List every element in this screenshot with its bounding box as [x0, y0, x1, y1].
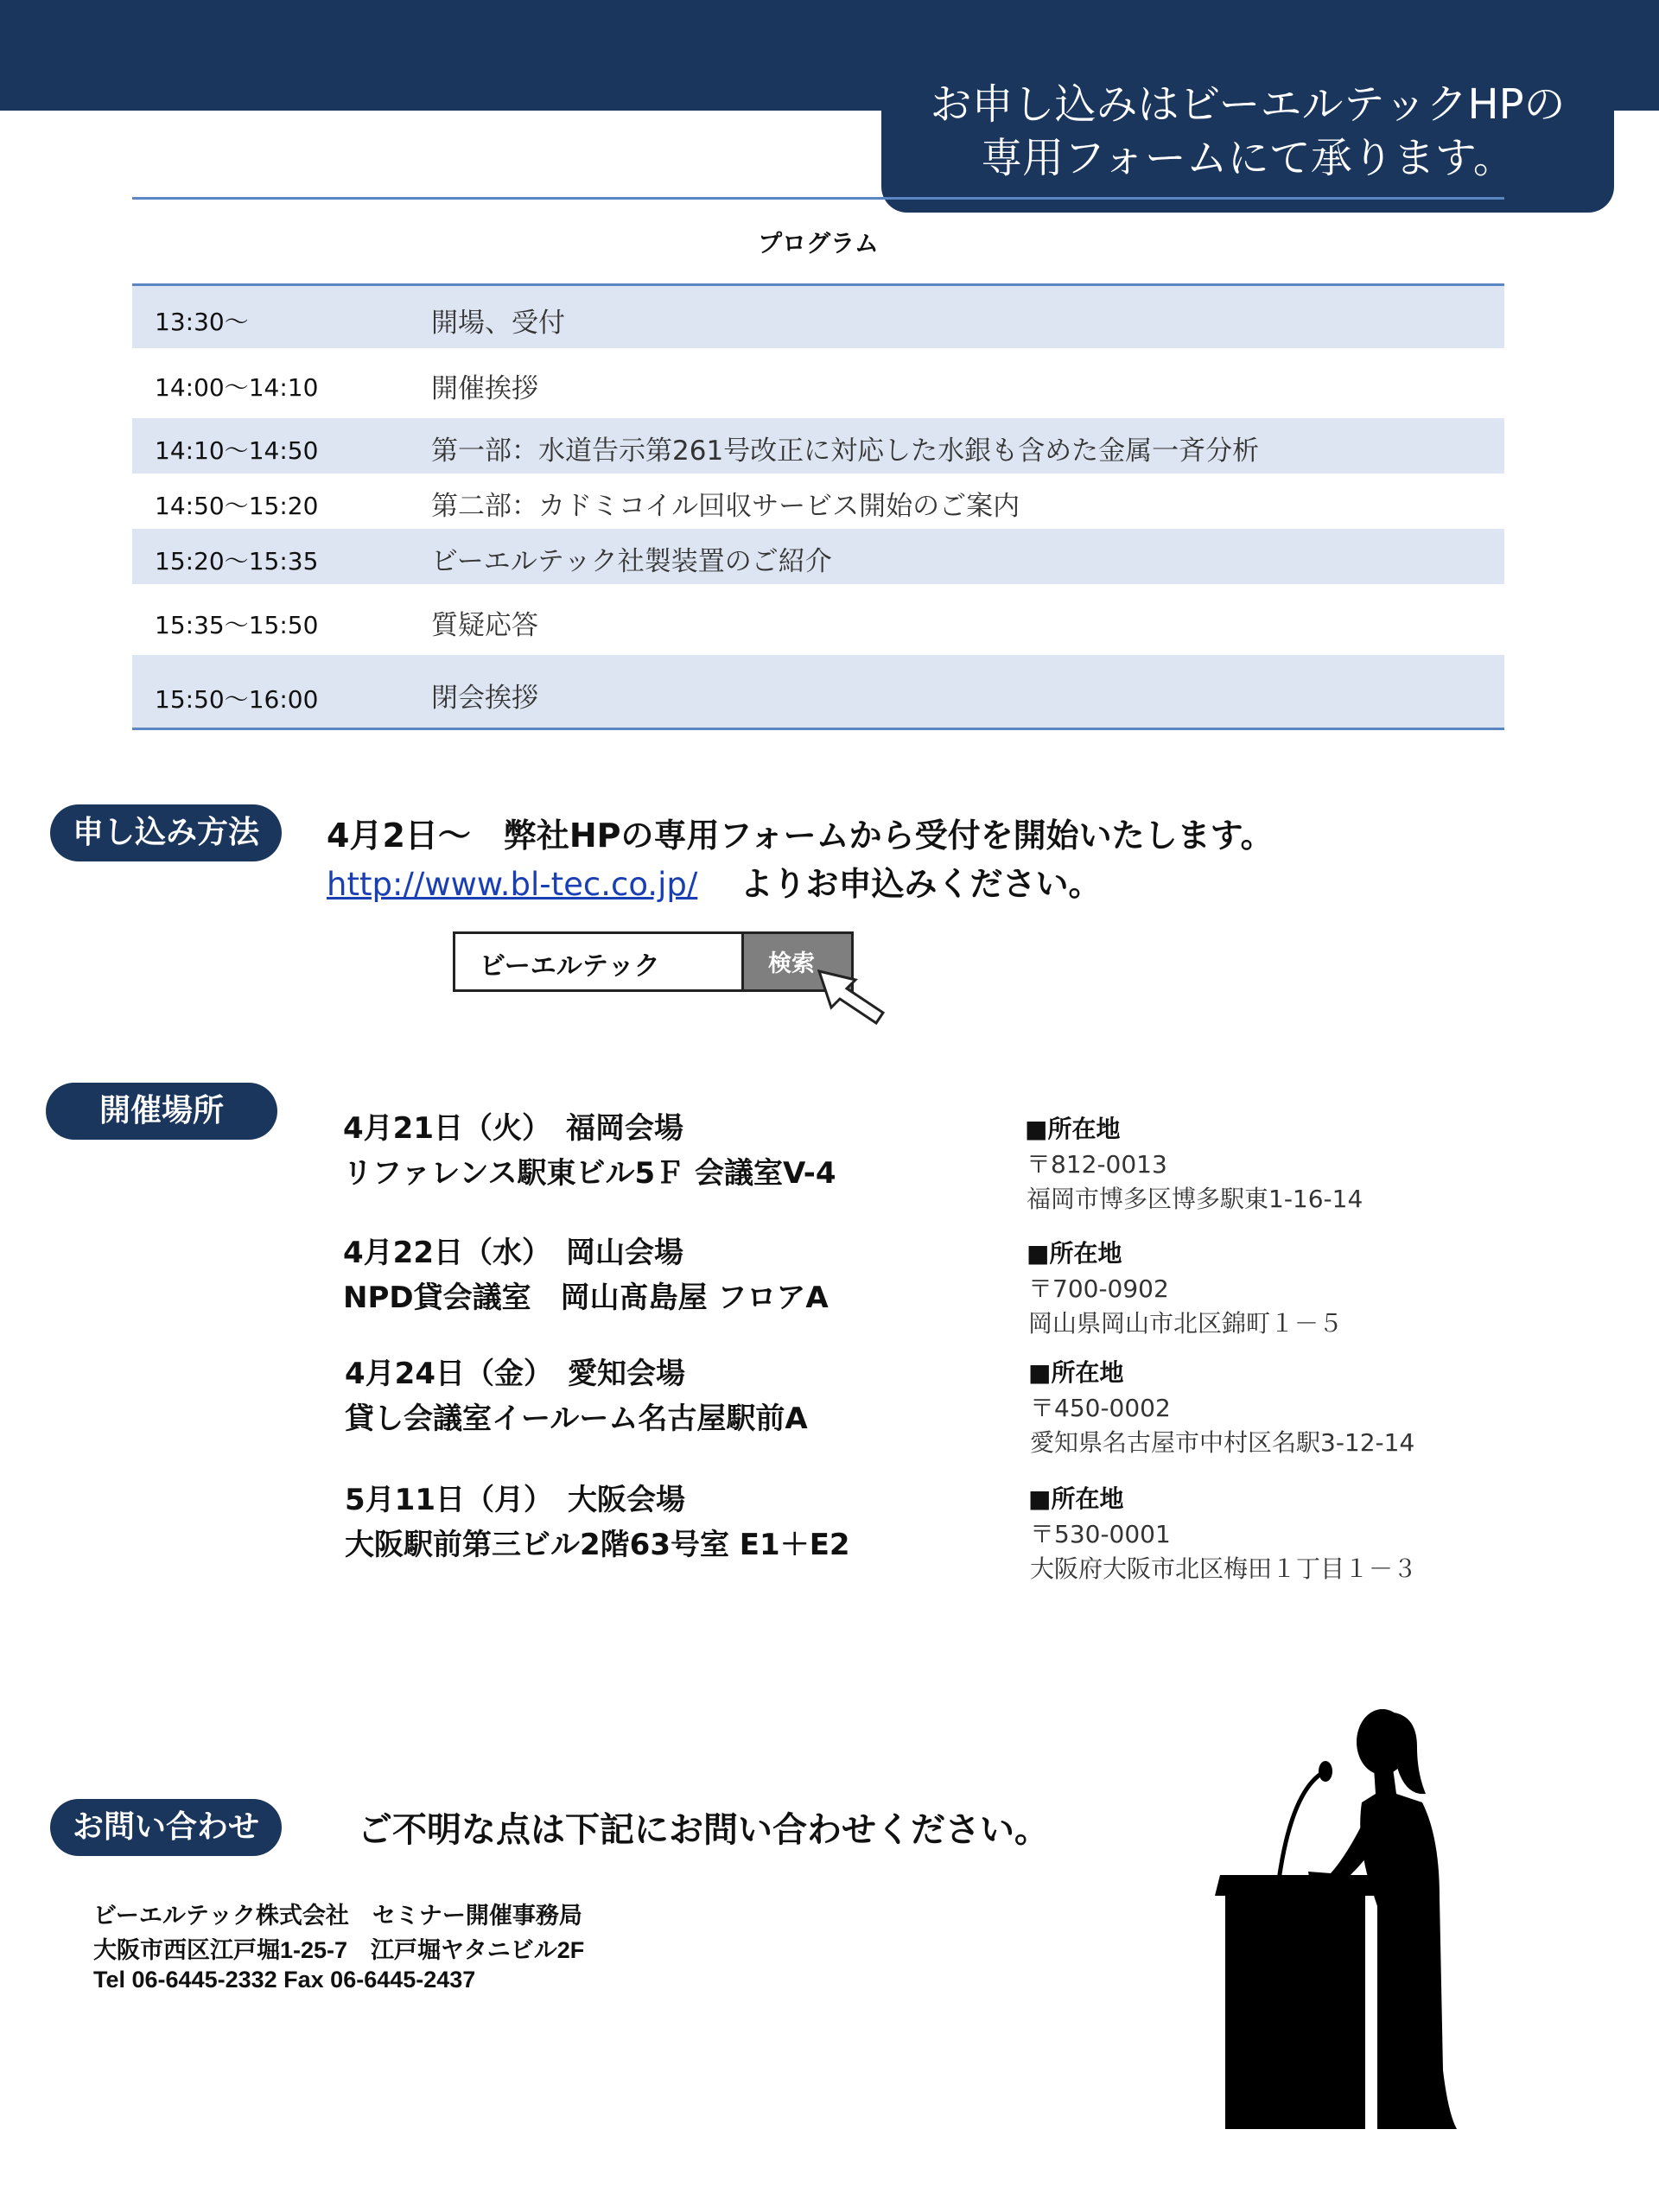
banner-line-1: お申し込みはビーエルテックHPの [930, 80, 1566, 129]
apply-url-suffix: よりお申込みください。 [740, 865, 1102, 903]
program-row [132, 418, 1504, 474]
program-time: 15:50〜16:00 [155, 685, 319, 714]
banner-line-2: 専用フォームにて承ります。 [981, 134, 1515, 182]
program-desc: ビーエルテック社製装置のご紹介 [431, 546, 832, 577]
cursor-arrow-icon [816, 968, 888, 1030]
program-top-rule [132, 197, 1504, 200]
venue-place: 貸し会議室イールーム名古屋駅前A [345, 1402, 808, 1436]
program-table [132, 283, 1504, 730]
program-desc: 第一部：水道告示第261号改正に対応した水銀も含めた金属一斉分析 [431, 435, 1260, 467]
apply-start-text: 4月2日〜 弊社HPの専用フォームから受付を開始いたします。 [327, 817, 1274, 855]
program-time: 14:10〜14:50 [155, 436, 319, 465]
program-row [132, 474, 1504, 529]
search-input-text: ビーエルテック [480, 951, 660, 982]
company-phone-fax: Tel 06-6445-2332 Fax 06-6445-2437 [93, 1967, 476, 1993]
company-address: 大阪市西区江戸堀1-25-7 江戸堀ヤタニビル2F [93, 1937, 585, 1963]
company-url-link[interactable]: http://www.bl-tec.co.jp/ [327, 866, 698, 903]
address-heading: ■所在地 [1028, 1358, 1124, 1387]
application-banner [881, 0, 1614, 213]
address-heading: ■所在地 [1027, 1239, 1122, 1268]
program-row [132, 655, 1504, 728]
venue-date: 4月21日（火） 福岡会場 [343, 1111, 683, 1146]
venue-date: 5月11日（月） 大阪会場 [345, 1483, 685, 1517]
venue-date: 4月24日（金） 愛知会場 [345, 1357, 685, 1391]
venue-address: 福岡市博多区博多駅東1-16-14 [1027, 1185, 1363, 1213]
program-row [132, 286, 1504, 348]
address-heading: ■所在地 [1028, 1484, 1124, 1513]
address-heading: ■所在地 [1025, 1115, 1121, 1143]
program-row [132, 584, 1504, 655]
search-button-label: 検索 [768, 950, 815, 977]
apply-url-line [327, 857, 1102, 905]
venue-address: 愛知県名古屋市中村区名駅3-12-14 [1030, 1428, 1415, 1457]
program-time: 14:50〜15:20 [155, 492, 319, 520]
apply-method-label: 申し込み方法 [50, 804, 282, 861]
venue-address: 岡山県岡山市北区錦町１－５ [1028, 1309, 1344, 1338]
contact-label: お問い合わせ [50, 1799, 282, 1856]
program-desc: 開催挨拶 [431, 373, 538, 404]
venue-zip: 〒812-0013 [1027, 1150, 1167, 1179]
program-time: 14:00〜14:10 [155, 373, 319, 402]
speaker-silhouette-icon [1118, 1664, 1585, 2136]
venue-zip: 〒700-0902 [1028, 1274, 1169, 1303]
venue-zip: 〒530-0001 [1030, 1520, 1171, 1548]
program-time: 15:20〜15:35 [155, 547, 319, 575]
program-time: 15:35〜15:50 [155, 611, 319, 639]
program-desc: 質疑応答 [431, 610, 538, 641]
venue-place: リファレンス駅東ビル5Ｆ 会議室V-4 [343, 1156, 836, 1191]
contact-lead-text: ご不明な点は下記にお問い合わせください。 [358, 1810, 1049, 1850]
program-desc: 閉会挨拶 [431, 683, 538, 714]
company-name: ビーエルテック株式会社 セミナー開催事務局 [93, 1903, 582, 1929]
program-time: 13:30〜 [155, 308, 249, 336]
program-row [132, 348, 1504, 418]
venue-date: 4月22日（水） 岡山会場 [343, 1236, 683, 1270]
program-desc: 開場、受付 [431, 308, 565, 339]
venue-place: 大阪駅前第三ビル2階63号室 E1＋E2 [345, 1528, 850, 1562]
venue-address: 大阪府大阪市北区梅田１丁目１－３ [1030, 1554, 1418, 1583]
venue-label: 開催場所 [46, 1083, 277, 1140]
venue-place: NPD貸会議室 岡山髙島屋 フロアA [343, 1281, 829, 1315]
venue-zip: 〒450-0002 [1030, 1394, 1171, 1422]
program-row [132, 529, 1504, 584]
search-input-illustration [453, 931, 747, 992]
program-desc: 第二部：カドミコイル回収サービス開始のご案内 [431, 491, 1020, 522]
program-title: プログラム [758, 229, 879, 257]
